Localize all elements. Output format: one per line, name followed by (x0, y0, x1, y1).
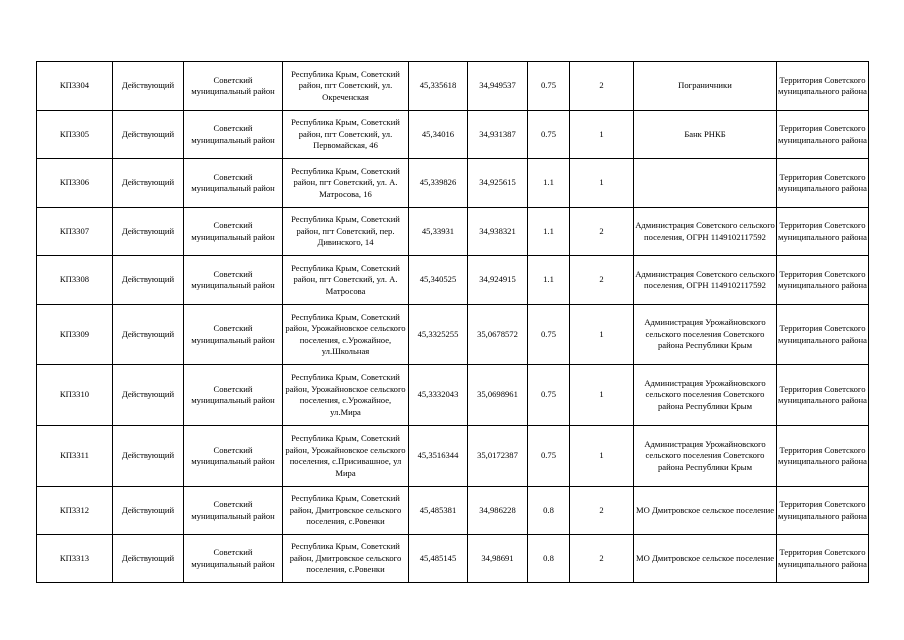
cell-volume: 0.75 (528, 426, 570, 487)
cell-municipality: Советский муниципальный район (184, 256, 283, 305)
cell-volume: 1.1 (528, 208, 570, 256)
cell-longitude: 35,0678572 (468, 305, 528, 365)
cell-status: Действующий (113, 159, 184, 208)
cell-latitude: 45,33931 (409, 208, 468, 256)
cell-owner: Администрация Советского сельского поселения, ОГРН 1149102117592 (634, 256, 777, 305)
table-row (37, 305, 869, 365)
cell-municipality: Советский муниципальный район (184, 426, 283, 487)
cell-latitude: 45,3325255 (409, 305, 468, 365)
cell-address: Республика Крым, Советский район, пгт Советский, ул. А. Матросова (283, 256, 409, 305)
cell-territory: Территория Советского муниципального района (777, 111, 869, 159)
cell-longitude: 34,986228 (468, 487, 528, 535)
cell-longitude: 35,0172387 (468, 426, 528, 487)
cell-count: 2 (570, 487, 634, 535)
cell-owner: Администрация Урожайновского сельского поселения Советского района Республики Крым (634, 426, 777, 487)
cell-longitude: 34,949537 (468, 62, 528, 111)
cell-status: Действующий (113, 365, 184, 426)
cell-territory: Территория Советского муниципального района (777, 305, 869, 365)
cell-count: 2 (570, 535, 634, 583)
cell-status: Действующий (113, 305, 184, 365)
cell-latitude: 45,339826 (409, 159, 468, 208)
table-row (37, 487, 869, 535)
cell-code: КП3304 (37, 62, 113, 111)
table-body (37, 62, 869, 583)
cell-count: 1 (570, 159, 634, 208)
cell-volume: 0.8 (528, 487, 570, 535)
cell-address: Республика Крым, Советский район, Дмитровское сельского поселения, с.Ровенки (283, 535, 409, 583)
cell-volume: 0.8 (528, 535, 570, 583)
cell-municipality: Советский муниципальный район (184, 365, 283, 426)
cell-latitude: 45,485381 (409, 487, 468, 535)
cell-volume: 1.1 (528, 256, 570, 305)
cell-status: Действующий (113, 487, 184, 535)
cell-longitude: 34,938321 (468, 208, 528, 256)
cell-volume: 1.1 (528, 159, 570, 208)
cell-address: Республика Крым, Советский район, Урожайновское сельского поселения, с.Присивашное, ул Мира (283, 426, 409, 487)
cell-code: КП3308 (37, 256, 113, 305)
cell-code: КП3307 (37, 208, 113, 256)
cell-status: Действующий (113, 256, 184, 305)
cell-latitude: 45,335618 (409, 62, 468, 111)
cell-status: Действующий (113, 62, 184, 111)
cell-count: 2 (570, 208, 634, 256)
cell-count: 1 (570, 426, 634, 487)
cell-municipality: Советский муниципальный район (184, 208, 283, 256)
table-row (37, 159, 869, 208)
cell-territory: Территория Советского муниципального района (777, 365, 869, 426)
cell-owner: Пограничники (634, 62, 777, 111)
table-row (37, 62, 869, 111)
cell-territory: Территория Советского муниципального района (777, 256, 869, 305)
cell-territory: Территория Советского муниципального района (777, 535, 869, 583)
cell-count: 1 (570, 365, 634, 426)
collection-points-table (36, 61, 869, 583)
cell-owner: МО Дмитровское сельское поселение (634, 487, 777, 535)
cell-owner: МО Дмитровское сельское поселение (634, 535, 777, 583)
cell-address: Республика Крым, Советский район, пгт Советский, ул. А. Матросова, 16 (283, 159, 409, 208)
cell-territory: Территория Советского муниципального района (777, 208, 869, 256)
cell-address: Республика Крым, Советский район, Урожайновское сельского поселения, с.Урожайное, ул.Мира (283, 365, 409, 426)
cell-longitude: 34,98691 (468, 535, 528, 583)
cell-address: Республика Крым, Советский район, Дмитровское сельского поселения, с.Ровенки (283, 487, 409, 535)
cell-count: 1 (570, 111, 634, 159)
cell-municipality: Советский муниципальный район (184, 487, 283, 535)
cell-code: КП3305 (37, 111, 113, 159)
cell-territory: Территория Советского муниципального района (777, 426, 869, 487)
cell-code: КП3311 (37, 426, 113, 487)
cell-address: Республика Крым, Советский район, пгт Советский, ул. Окреченская (283, 62, 409, 111)
cell-latitude: 45,340525 (409, 256, 468, 305)
table-row (37, 208, 869, 256)
cell-longitude: 35,0698961 (468, 365, 528, 426)
cell-longitude: 34,924915 (468, 256, 528, 305)
cell-latitude: 45,3516344 (409, 426, 468, 487)
cell-address: Республика Крым, Советский район, пгт Советский, пер. Дивинского, 14 (283, 208, 409, 256)
cell-status: Действующий (113, 426, 184, 487)
cell-code: КП3310 (37, 365, 113, 426)
cell-address: Республика Крым, Советский район, пгт Советский, ул. Первомайская, 46 (283, 111, 409, 159)
cell-municipality: Советский муниципальный район (184, 62, 283, 111)
cell-volume: 0.75 (528, 305, 570, 365)
table-row (37, 365, 869, 426)
cell-territory: Территория Советского муниципального района (777, 487, 869, 535)
cell-volume: 0.75 (528, 62, 570, 111)
cell-latitude: 45,3332043 (409, 365, 468, 426)
cell-count: 1 (570, 305, 634, 365)
cell-longitude: 34,925615 (468, 159, 528, 208)
table-row (37, 426, 869, 487)
cell-count: 2 (570, 256, 634, 305)
cell-latitude: 45,485145 (409, 535, 468, 583)
cell-owner: Администрация Урожайновского сельского поселения Советского района Республики Крым (634, 305, 777, 365)
cell-municipality: Советский муниципальный район (184, 305, 283, 365)
cell-volume: 0.75 (528, 365, 570, 426)
cell-latitude: 45,34016 (409, 111, 468, 159)
cell-territory: Территория Советского муниципального района (777, 159, 869, 208)
cell-code: КП3309 (37, 305, 113, 365)
cell-status: Действующий (113, 535, 184, 583)
cell-owner: Банк РНКБ (634, 111, 777, 159)
table-row (37, 256, 869, 305)
cell-status: Действующий (113, 208, 184, 256)
cell-count: 2 (570, 62, 634, 111)
cell-code: КП3306 (37, 159, 113, 208)
cell-owner (634, 159, 777, 208)
cell-municipality: Советский муниципальный район (184, 535, 283, 583)
cell-municipality: Советский муниципальный район (184, 159, 283, 208)
cell-code: КП3312 (37, 487, 113, 535)
cell-owner: Администрация Советского сельского поселения, ОГРН 1149102117592 (634, 208, 777, 256)
cell-longitude: 34,931387 (468, 111, 528, 159)
cell-territory: Территория Советского муниципального района (777, 62, 869, 111)
cell-owner: Администрация Урожайновского сельского поселения Советского района Республики Крым (634, 365, 777, 426)
cell-municipality: Советский муниципальный район (184, 111, 283, 159)
cell-status: Действующий (113, 111, 184, 159)
cell-address: Республика Крым, Советский район, Урожайновское сельского поселения, с.Урожайное, ул.Школьная (283, 305, 409, 365)
table-row (37, 535, 869, 583)
table-row (37, 111, 869, 159)
cell-volume: 0.75 (528, 111, 570, 159)
cell-code: КП3313 (37, 535, 113, 583)
